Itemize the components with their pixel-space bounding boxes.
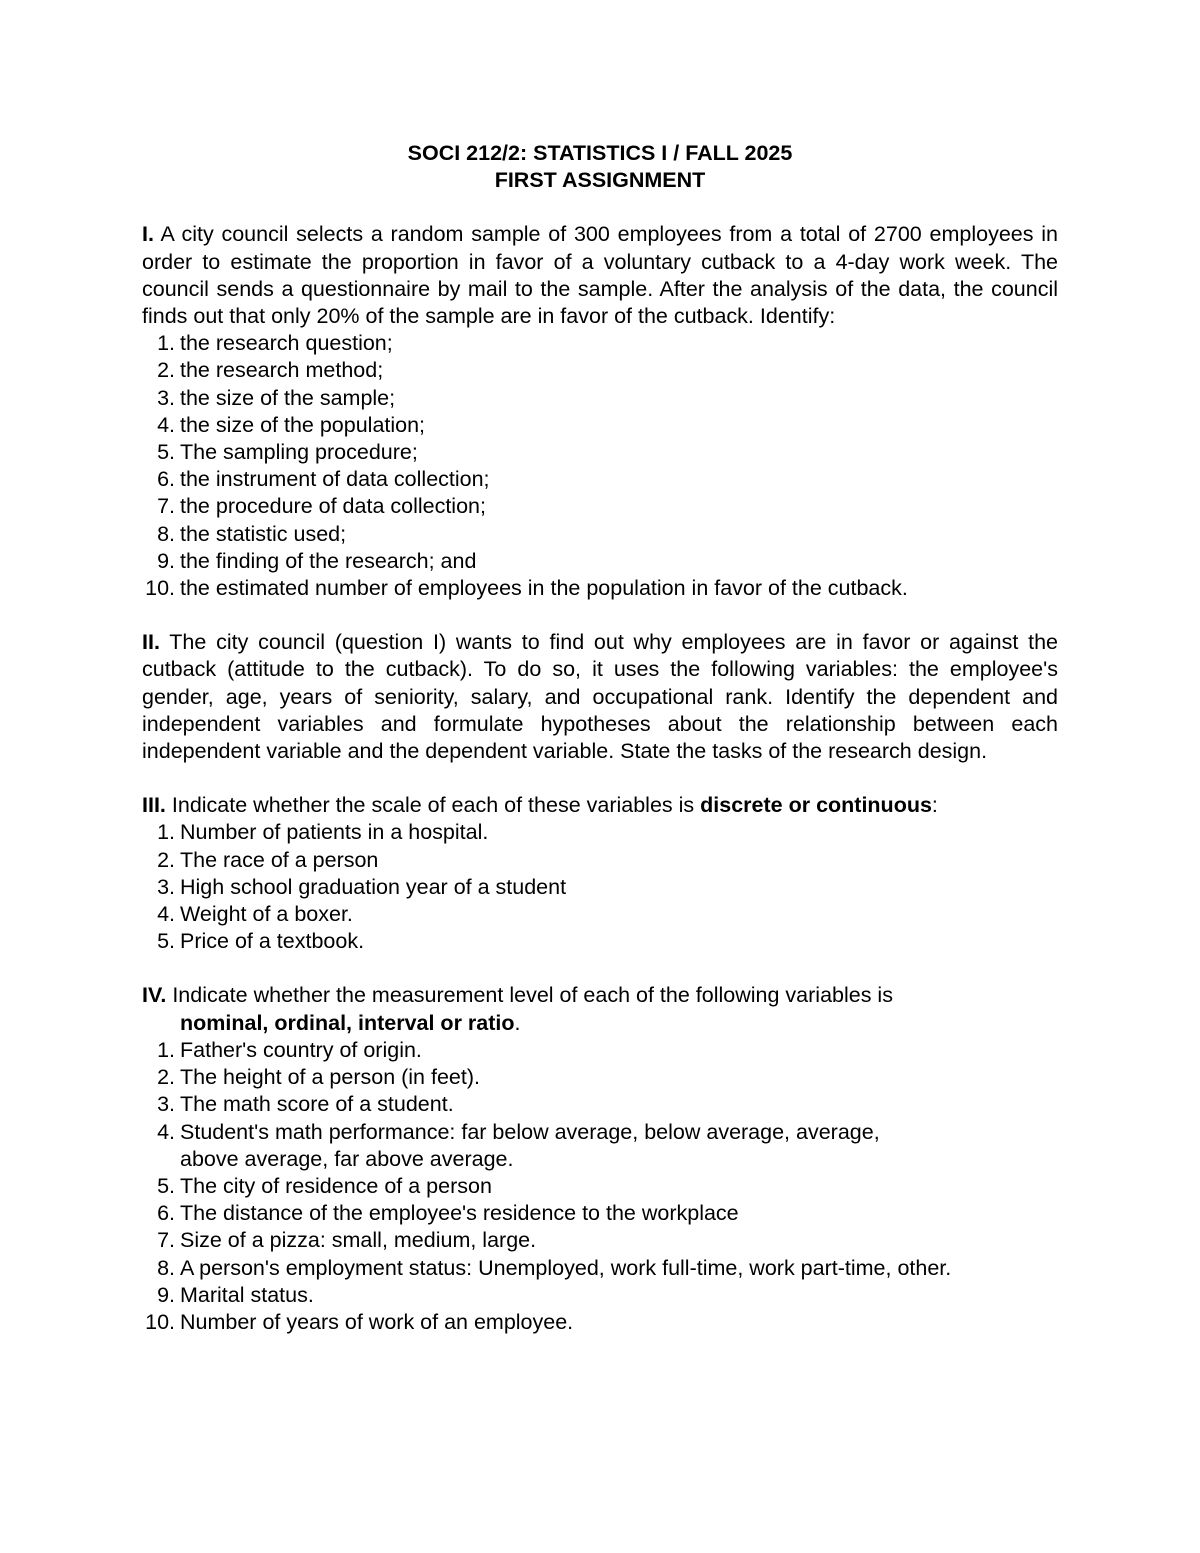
section-1-body: A city council selects a random sample of 300 employees from a total of 2700 employees in order to estimate the proportion in favor of a voluntary cutback to a 4-day work week. The council sends a questionnaire by mail to the sample. After the analysis of the data, the council finds out that only 20% of the sample are in favor of the cutback. Identify:: [142, 222, 1058, 329]
item-text: High school graduation year of a student: [180, 874, 567, 899]
list-item: [142, 575, 1058, 602]
item-number: 1.: [157, 820, 175, 845]
section-3: [142, 792, 1058, 955]
item-number: 10.: [145, 576, 175, 601]
list-item: [142, 521, 1058, 548]
section-4-intro-text: Indicate whether the measurement level of each of the following variables is: [172, 983, 893, 1008]
item-number: 1.: [157, 1037, 175, 1062]
document-page: [142, 140, 1058, 1363]
item-number: 3.: [157, 1092, 175, 1117]
list-item: [142, 1091, 1058, 1118]
list-item: [142, 1309, 1058, 1336]
section-4-intro: [142, 982, 1058, 1036]
list-item: [142, 901, 1058, 928]
item-number: 7.: [157, 1228, 175, 1253]
section-4-intro-bold: nominal, ordinal, interval or ratio: [180, 1010, 515, 1035]
list-item: [142, 548, 1058, 575]
item-text: The sampling procedure;: [180, 440, 418, 465]
item-text: Number of years of work of an employee.: [180, 1309, 574, 1334]
list-item: [142, 412, 1058, 439]
item-text: The distance of the employee's residence to the workplace: [180, 1201, 739, 1226]
item-text: the size of the sample;: [180, 385, 396, 410]
list-item: [142, 819, 1058, 846]
section-3-intro: [142, 792, 1058, 819]
item-number: 1.: [157, 331, 175, 356]
section-4: [142, 982, 1058, 1336]
list-item: [142, 466, 1058, 493]
item-text-line-1: Student's math performance: far below average, below average, average,: [180, 1119, 880, 1144]
section-2: [142, 629, 1058, 765]
item-number: 9.: [157, 548, 175, 573]
item-text: Number of patients in a hospital.: [180, 820, 489, 845]
item-number: 6.: [157, 1201, 175, 1226]
assignment-title: FIRST ASSIGNMENT: [494, 168, 706, 193]
list-item: [142, 330, 1058, 357]
item-text: the research method;: [180, 358, 384, 383]
list-item: [142, 1119, 1058, 1173]
list-item: [142, 1200, 1058, 1227]
item-number: 10.: [145, 1309, 175, 1334]
section-1-list: [142, 330, 1058, 602]
section-2-body: The city council (question I) wants to find out why employees are in favor or against the cutback (attitude to the cutback). To do so, it uses the following variables: the employee's gender, age, years of seniority, salary, and occupational rank. Identify the dependent and independent variables and formulate hypotheses about the relationship between each independent variable and the dependent variable. State the tasks of the research design.: [142, 630, 1058, 764]
list-item: [142, 928, 1058, 955]
item-text: the estimated number of employees in the population in favor of the cutback.: [180, 576, 908, 601]
item-number: 5.: [157, 1173, 175, 1198]
item-number: 7.: [157, 494, 175, 519]
item-text: the instrument of data collection;: [180, 467, 490, 492]
item-number: 4.: [157, 902, 175, 927]
list-item: [142, 847, 1058, 874]
item-text: the size of the population;: [180, 412, 426, 437]
item-number: 2.: [157, 358, 175, 383]
item-number: 5.: [157, 440, 175, 465]
item-text: the research question;: [180, 331, 393, 356]
item-number: 4.: [157, 412, 175, 437]
list-item: [142, 385, 1058, 412]
list-item: [142, 357, 1058, 384]
section-4-label: IV.: [142, 983, 167, 1008]
list-item: [142, 1255, 1058, 1282]
item-number: 2.: [157, 1065, 175, 1090]
list-item: [142, 1037, 1058, 1064]
item-text: the statistic used;: [180, 521, 347, 546]
item-number: 6.: [157, 467, 175, 492]
section-4-intro-end: .: [514, 1010, 521, 1035]
item-number: 8.: [157, 521, 175, 546]
section-3-intro-bold: discrete or continuous: [700, 793, 932, 818]
item-number: 3.: [157, 874, 175, 899]
item-text: Size of a pizza: small, medium, large.: [180, 1228, 537, 1253]
item-text: The height of a person (in feet).: [180, 1065, 480, 1090]
list-item: [142, 1173, 1058, 1200]
item-number: 4.: [157, 1119, 175, 1144]
item-number: 2.: [157, 847, 175, 872]
section-2-text: [142, 629, 1058, 765]
section-1: [142, 221, 1058, 602]
document-title: [142, 140, 1058, 194]
section-3-intro-text: Indicate whether the scale of each of these variables is: [171, 793, 695, 818]
item-text: Father's country of origin.: [180, 1037, 422, 1062]
item-text: Price of a textbook.: [180, 929, 365, 954]
item-text-line-2: above average, far above average.: [180, 1146, 514, 1171]
list-item: [142, 1227, 1058, 1254]
item-text: The race of a person: [180, 847, 379, 872]
section-2-label: II.: [142, 630, 160, 655]
section-1-label: I.: [142, 222, 154, 247]
item-text: The math score of a student.: [180, 1092, 454, 1117]
item-text: Weight of a boxer.: [180, 902, 353, 927]
list-item: [142, 874, 1058, 901]
item-number: 3.: [157, 385, 175, 410]
section-4-list: [142, 1037, 1058, 1336]
item-text: the finding of the research; and: [180, 548, 477, 573]
item-number: 5.: [157, 929, 175, 954]
section-4-intro-cont: [142, 1010, 1058, 1037]
section-3-intro-end: :: [931, 793, 938, 818]
section-1-text: [142, 221, 1058, 330]
item-text: [180, 1119, 1058, 1173]
item-text: The city of residence of a person: [180, 1173, 492, 1198]
list-item: [142, 439, 1058, 466]
course-title: SOCI 212/2: STATISTICS I / FALL 2025: [407, 141, 793, 165]
item-text: A person's employment status: Unemployed, work full-time, work part-time, other.: [180, 1255, 952, 1280]
list-item: [142, 1064, 1058, 1091]
section-3-list: [142, 819, 1058, 955]
item-number: 9.: [157, 1282, 175, 1307]
section-3-label: III.: [142, 793, 166, 818]
list-item: [142, 1282, 1058, 1309]
list-item: [142, 493, 1058, 520]
item-number: 8.: [157, 1255, 175, 1280]
item-text: the procedure of data collection;: [180, 494, 486, 519]
item-text: Marital status.: [180, 1282, 314, 1307]
